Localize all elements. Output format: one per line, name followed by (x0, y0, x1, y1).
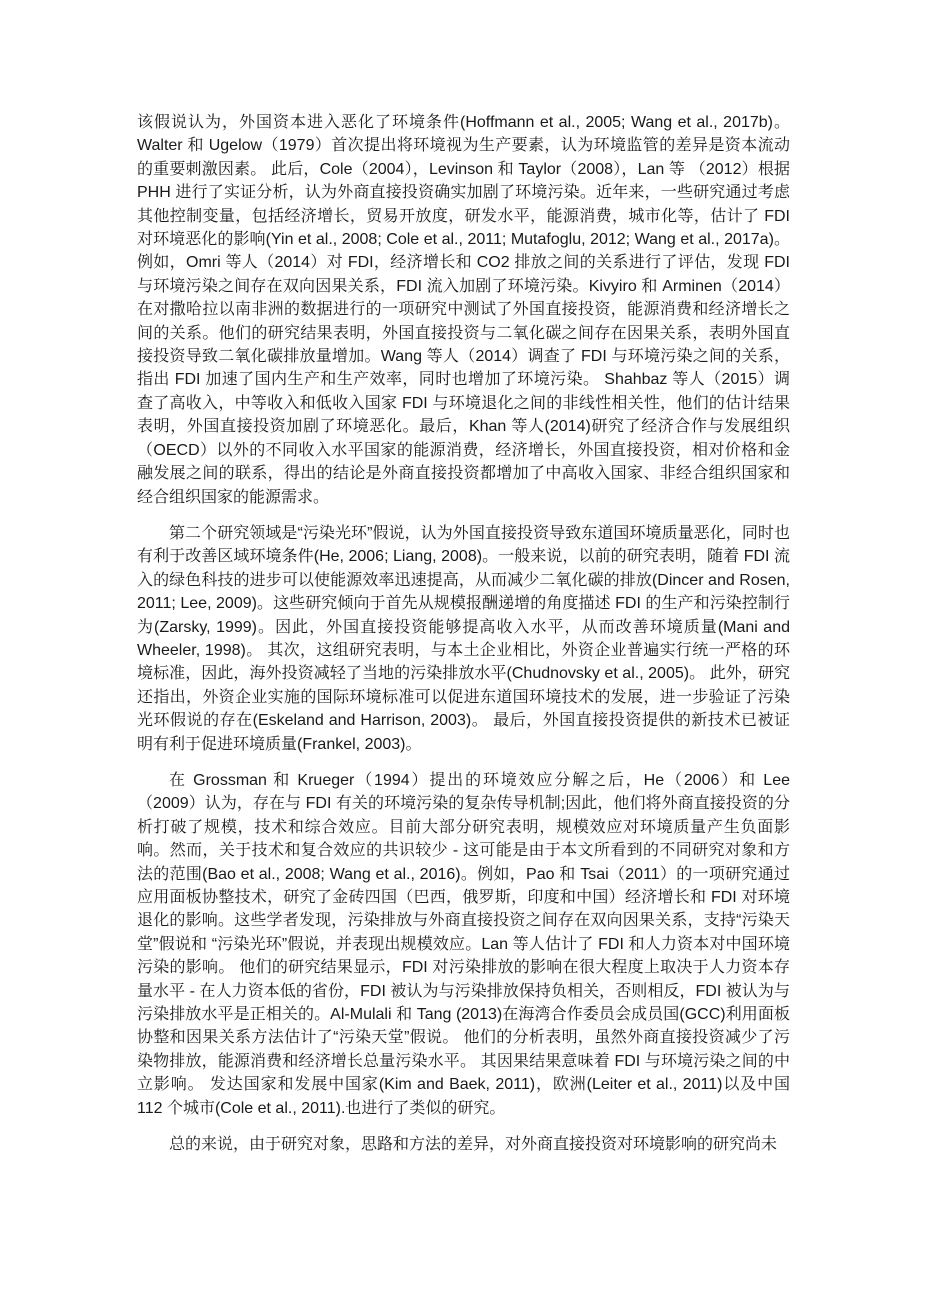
document-body (137, 111, 790, 1156)
paragraph-1: 该假说认为，外国资本进入恶化了环境条件(Hoffmann et al., 2005; Wang et al., 2017b)。Walter 和 Ugelow（1979）首次提出将环境视为生产要素，认为环境监管的差异是资本流动的重要刺激因素。 此后，Cole（2004），Levinson 和 Taylor（2008），Lan 等 （2012）根据 PHH 进行了实证分析，认为外商直接投资确实加剧了环境污染。近年来，一些研究通过考虑其他控制变量，包括经济增长，贸易开放度，研发水平，能源消费，城市化等，估计了 FDI 对环境恶化的影响(Yin et al., 2008; Cole et al., 2011; Mutafoglu, 2012; Wang et al., 2017a)。例如，Omri 等人（2014）对 FDI，经济增长和 CO2 排放之间的关系进行了评估，发现 FDI 与环境污染之间存在双向因果关系，FDI 流入加剧了环境污染。Kivyiro 和 Arminen（2014）在对撒哈拉以南非洲的数据进行的一项研究中测试了外国直接投资，能源消费和经济增长之间的关系。他们的研究结果表明，外国直接投资与二氧化碳之间存在因果关系，表明外国直接投资导致二氧化碳排放量增加。Wang 等人（2014）调查了 FDI 与环境污染之间的关系，指出 FDI 加速了国内生产和生产效率，同时也增加了环境污染。 Shahbaz 等人（2015）调查了高收入，中等收入和低收入国家 FDI 与环境退化之间的非线性相关性，他们的估计结果表明，外国直接投资加剧了环境恶化。最后，Khan 等人(2014)研究了经济合作与发展组织（OECD）以外的不同收入水平国家的能源消费，经济增长，外国直接投资，相对价格和金融发展之间的联系，得出的结论是外商直接投资都增加了中高收入国家、非经合组织国家和经合组织国家的能源需求。 (137, 114, 790, 506)
paragraph-3: 在 Grossman 和 Krueger（1994）提出的环境效应分解之后，He（2006）和 Lee（2009）认为，存在与 FDI 有关的环境污染的复杂传导机制;因此，他们将外商直接投资的分析打破了规模，技术和综合效应。目前大部分研究表明，规模效应对环境质量产生负面影响。然而，关于技术和复合效应的共识较少 - 这可能是由于本文所看到的不同研究对象和方法的范围(Bao et al., 2008; Wang et al., 2016)。例如，Pao 和 Tsai（2011）的一项研究通过应用面板协整技术，研究了金砖四国（巴西，俄罗斯，印度和中国）经济增长和 FDI 对环境退化的影响。这些学者发现，污染排放与外商直接投资之间存在双向因果关系，支持“污染天堂”假说和 “污染光环”假说，并表现出规模效应。Lan 等人估计了 FDI 和人力资本对中国环境污染的影响。 他们的研究结果显示，FDI 对污染排放的影响在很大程度上取决于人力资本存量水平 - 在人力资本低的省份，FDI 被认为与污染排放保持负相关，否则相反，FDI 被认为与污染排放水平是正相关的。Al-Mulali 和 Tang (2013)在海湾合作委员会成员国(GCC)利用面板协整和因果关系方法估计了“污染天堂”假说。 他们的分析表明，虽然外商直接投资减少了污染物排放，能源消费和经济增长总量污染水平。 其因果结果意味着 FDI 与环境污染之间的中立影响。 发达国家和发展中国家(Kim and Baek, 2011)，欧洲(Leiter et al., 2011)以及中国 112 个城市(Cole et al., 2011).也进行了类似的研究。 (137, 771, 790, 1117)
paragraph-4: 总的来说，由于研究对象，思路和方法的差异，对外商直接投资对环境影响的研究尚未 (169, 1136, 778, 1154)
paragraph-2: 第二个研究领域是“污染光环”假说，认为外国直接投资导致东道国环境质量恶化，同时也有利于改善区域环境条件(He, 2006; Liang, 2008)。一般来说，以前的研究表明，随着 FDI 流入的绿色科技的进步可以使能源效率迅速提高，从而减少二氧化碳的排放(Dincer and Rosen, 2011; Lee, 2009)。这些研究倾向于首先从规模报酬递增的角度描述 FDI 的生产和污染控制行为(Zarsky, 1999)。因此，外国直接投资能够提高收入水平，从而改善环境质量(Mani and Wheeler, 1998)。 其次，这组研究表明，与本土企业相比，外资企业普遍实行统一严格的环境标准，因此，海外投资减轻了当地的污染排放水平(Chudnovsky et al., 2005)。 此外，研究还指出，外资企业实施的国际环境标准可以促进东道国环境技术的发展，进一步验证了污染光环假说的存在(Eskeland and Harrison, 2003)。 最后，外国直接投资提供的新技术已被证明有利于促进环境质量(Frankel, 2003)。 (137, 524, 790, 753)
